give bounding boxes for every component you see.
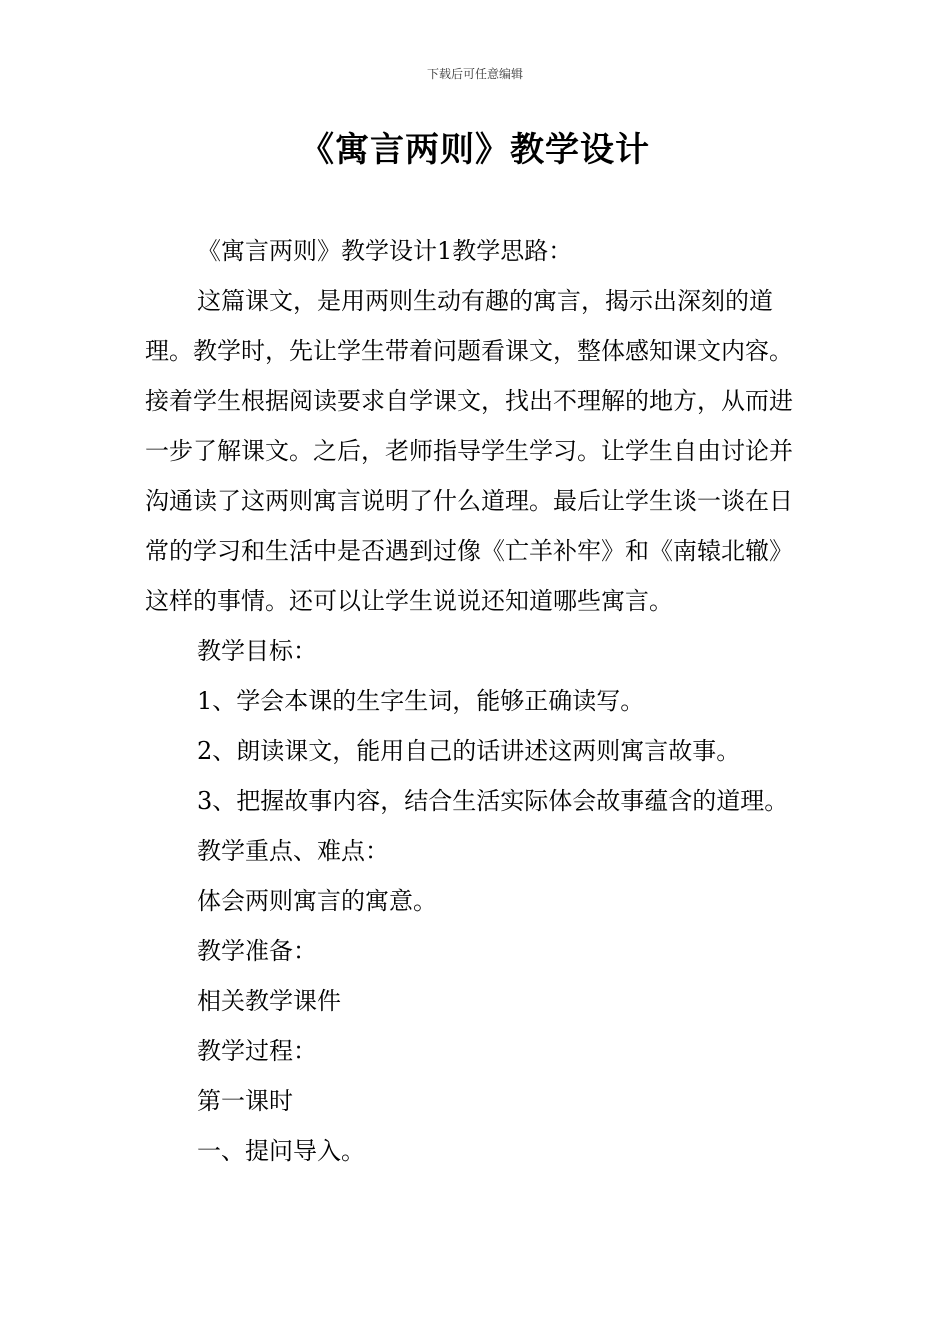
objective-item: 3、把握故事内容，结合生活实际体会故事蕴含的道理。: [197, 787, 789, 815]
document-title: 《寓言两则》教学设计: [300, 130, 650, 170]
intro-paragraph: 这篇课文，是用两则生动有趣的寓言，揭示出深刻的道理。教学时，先让学生带着问题看课文，整体感知课文内容。接着学生根据阅读要求自学课文，找出不理解的地方，从而进一步了解课文。之后，老师指导学生学习。让学生自由讨论并沟通读了这两则寓言说明了什么道理。最后让学生谈一谈在日常的学习和生活中是否遇到过像《亡羊补牢》和《南辕北辙》这样的事情。还可以让学生说说还知道哪些寓言。: [145, 287, 793, 615]
objective-item: 1、学会本课的生字生词，能够正确读写。: [197, 687, 645, 715]
document-body: [145, 226, 815, 1176]
objectives-heading: 教学目标：: [197, 637, 317, 665]
key-points-heading: 教学重点、难点：: [197, 837, 389, 865]
preparation-text: 相关教学课件: [197, 987, 341, 1015]
process-heading: 教学过程：: [197, 1037, 317, 1065]
key-points-text: 体会两则寓言的寓意。: [197, 887, 437, 915]
lesson-label: 第一课时: [197, 1087, 293, 1115]
preparation-heading: 教学准备：: [197, 937, 317, 965]
header-note: 下载后可任意编辑: [426, 67, 523, 81]
objective-item: 2、朗读课文，能用自己的话讲述这两则寓言故事。: [197, 737, 741, 765]
step-one: 一、提问导入。: [197, 1137, 365, 1165]
intro-line: 《寓言两则》教学设计1教学思路：: [197, 237, 573, 265]
